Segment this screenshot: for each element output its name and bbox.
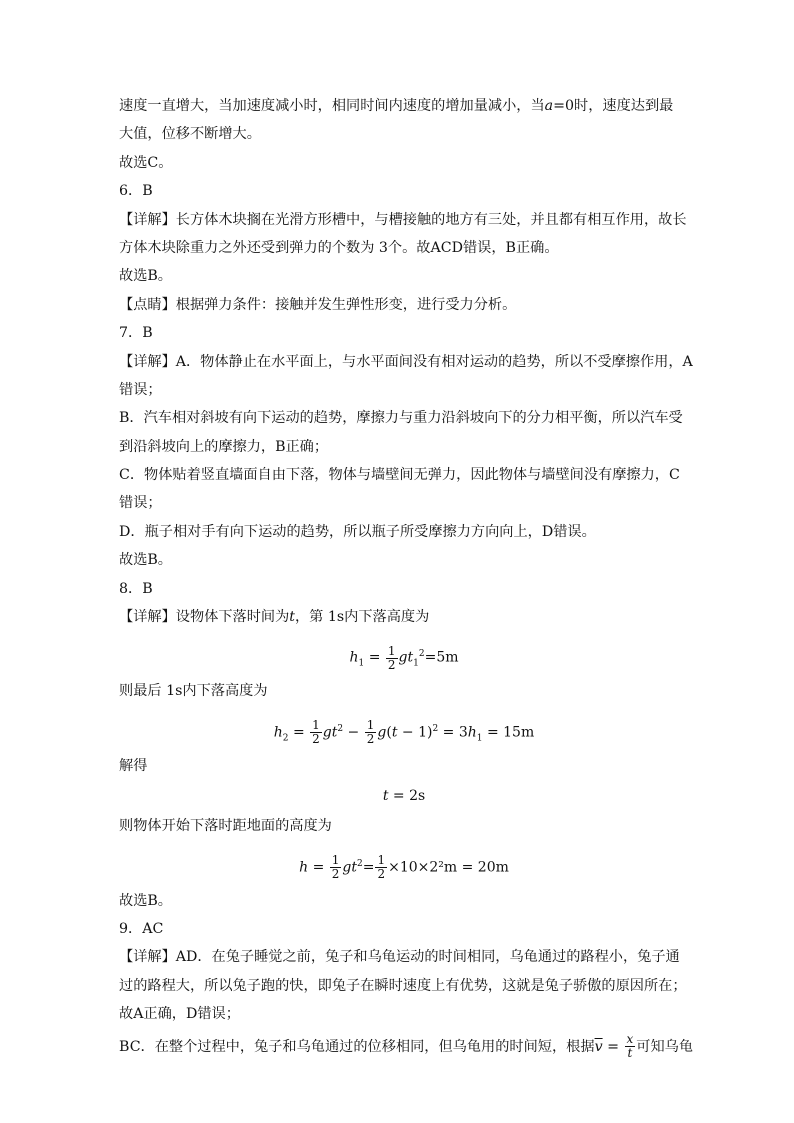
paragraph-line: 速度一直增大，当加速度减小时，相同时间内速度的增加量减小，当a=0时，速度达到最 — [119, 98, 674, 114]
equation-h: h = $\frac{1}{2}$ $gt^2=$ $\frac{1}{2}$ ×10×2²m = 20m — [299, 852, 509, 881]
q7-detail-line: 错误； — [119, 381, 162, 398]
q9-detail-line: 故A正确，D错误； — [119, 1006, 240, 1023]
q8-detail-line: 【详解】设物体下落时间为t，第 1s内下落高度为 — [119, 609, 430, 626]
question-8-heading: 8．B — [119, 580, 153, 597]
q9-detail-line: 【详解】AD．在兔子睡觉之前，兔子和乌龟运动的时间相同，乌龟通过的路程小，兔子通 — [119, 949, 680, 966]
equation-h1: $h_1$ = $\frac{1}{2}$ $gt_1^2=5m$ — [349, 643, 459, 672]
var-a: a — [544, 98, 554, 114]
q6-answer-line: 故选B。 — [119, 268, 172, 285]
q8-detail-line: 解得 — [119, 757, 148, 774]
q8-answer-line: 故选B。 — [119, 892, 172, 909]
q9-detail-line: 过的路程大，所以兔子跑的快，即兔子在瞬时速度上有优势，这就是兔子骄傲的原因所在； — [119, 977, 687, 994]
question-7-heading: 7．B — [119, 325, 153, 342]
q6-detail-line: 方体木块除重力之外还受到弹力的个数为 3个。故ACD错误，B正确。 — [119, 239, 559, 256]
q7-detail-line: 错误； — [119, 495, 162, 512]
velocity-formula: $\overline{v}$ = $\frac{x}{t}$ — [594, 1032, 634, 1061]
q7-detail-line: D．瓶子相对手有向下运动的趋势，所以瓶子所受摩擦力方向向上，D错误。 — [119, 523, 596, 540]
q7-detail-line: 到沿斜坡向上的摩擦力，B正确； — [119, 438, 329, 455]
q7-detail-line: C．物体贴着竖直墙面自由下落，物体与墙壁间无弹力，因此物体与墙壁间没有摩擦力，C — [119, 467, 680, 484]
q6-note-line: 【点睛】根据弹力条件：接触并发生弹性形变，进行受力分析。 — [119, 296, 517, 313]
question-9-heading: 9．AC — [119, 920, 164, 937]
answer-line: 故选C。 — [119, 154, 173, 171]
q9-detail-line: BC．在整个过程中，兔子和乌龟通过的位移相同，但乌龟用的时间短，根据$\overline{v}$ = $\frac{x}{t}$ 可知乌龟 — [119, 1032, 694, 1061]
q7-detail-line: B．汽车相对斜坡有向下运动的趋势，摩擦力与重力沿斜坡向下的分力相平衡，所以汽车受 — [119, 410, 683, 427]
q8-detail-line: 则最后 1s内下落高度为 — [119, 683, 268, 700]
q7-detail-line: 【详解】A．物体静止在水平面上，与水平面间没有相对运动的趋势，所以不受摩擦作用，A — [119, 353, 693, 370]
equation-h2: $h_2$ = $\frac{1}{2}$ $gt^2$ − $\frac{1}{2}$ $g(t - 1)^2 = 3h_1 = 15m$ — [273, 717, 535, 746]
equation-t: t = 2s — [382, 788, 426, 805]
question-6-heading: 6．B — [119, 183, 153, 200]
q6-detail-line: 【详解】长方体木块搁在光滑方形槽中，与槽接触的地方有三处，并且都有相互作用，故长 — [119, 211, 687, 228]
document-page — [119, 92, 694, 1065]
paragraph-line: 大值，位移不断增大。 — [119, 126, 261, 143]
q7-answer-line: 故选B。 — [119, 552, 172, 569]
q8-detail-line: 则物体开始下落时距地面的高度为 — [119, 818, 332, 835]
